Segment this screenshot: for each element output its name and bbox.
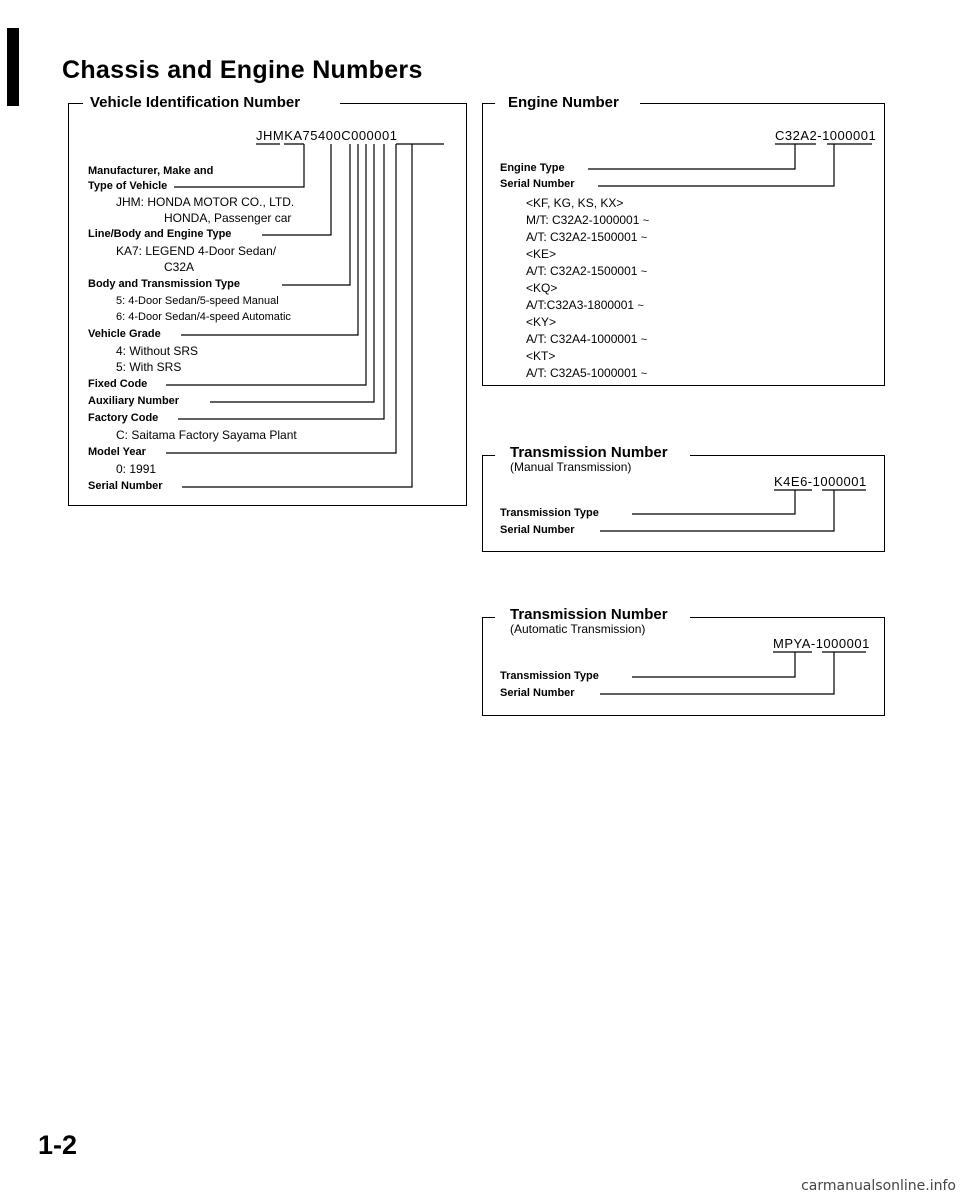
vin-year-label: Model Year: [88, 446, 150, 458]
vin-grade-value: 4: Without SRS: [116, 344, 199, 358]
vin-year-value: 0: 1991: [116, 462, 157, 476]
vin-manufacturer-value: JHM: HONDA MOTOR CO., LTD.: [116, 195, 295, 209]
trans-manual-title: Transmission Number: [510, 444, 668, 461]
vin-manufacturer-label: Manufacturer, Make and: [88, 165, 217, 177]
engine-line: <KQ>: [526, 281, 558, 295]
vin-body-value: 5: 4-Door Sedan/5-speed Manual: [116, 295, 279, 307]
trans-auto-type-label: Transmission Type: [500, 670, 603, 682]
vin-factory-value: C: Saitama Factory Sayama Plant: [116, 428, 297, 442]
engine-line: <KF, KG, KS, KX>: [526, 196, 624, 210]
engine-line: <KE>: [526, 247, 557, 261]
vin-body-value-2: 6: 4-Door Sedan/4-speed Automatic: [116, 311, 291, 323]
engine-code: C32A2-1000001: [775, 128, 877, 143]
engine-line: A/T:C32A3-1800001 ~: [526, 298, 644, 312]
engine-line: A/T: C32A5-1000001 ~: [526, 366, 648, 380]
trans-manual-code: K4E6-1000001: [774, 474, 867, 489]
vin-line-value: KA7: LEGEND 4-Door Sedan/: [116, 244, 277, 258]
vin-factory-label: Factory Code: [88, 412, 162, 424]
vin-grade-value-2: 5: With SRS: [116, 360, 182, 374]
trans-auto-serial-label: Serial Number: [500, 687, 579, 699]
trans-manual-type-label: Transmission Type: [500, 507, 603, 519]
trans-manual-serial-label: Serial Number: [500, 524, 579, 536]
vin-body-label: Body and Transmission Type: [88, 278, 244, 290]
engine-line: <KY>: [526, 315, 557, 329]
trans-auto-code: MPYA-1000001: [773, 636, 870, 651]
engine-line: A/T: C32A2-1500001 ~: [526, 230, 648, 244]
engine-serial-label: Serial Number: [500, 178, 579, 190]
page-title: Chassis and Engine Numbers: [62, 56, 423, 84]
vin-aux-label: Auxiliary Number: [88, 395, 183, 407]
vin-line-value-2: C32A: [164, 260, 195, 274]
vin-grade-label: Vehicle Grade: [88, 328, 165, 340]
vin-serial-label: Serial Number: [88, 480, 167, 492]
vin-title: Vehicle Identification Number: [90, 94, 301, 111]
engine-line: <KT>: [526, 349, 556, 363]
engine-line: M/T: C32A2-1000001 ~: [526, 213, 650, 227]
engine-type-label: Engine Type: [500, 162, 569, 174]
trans-auto-subtitle: (Automatic Transmission): [510, 622, 646, 636]
engine-line: A/T: C32A4-1000001 ~: [526, 332, 648, 346]
footer-watermark: carmanualsonline.info: [801, 1178, 956, 1194]
vin-manufacturer-label-2: Type of Vehicle: [88, 180, 171, 192]
trans-auto-title: Transmission Number: [510, 606, 668, 623]
vin-line-label: Line/Body and Engine Type: [88, 228, 235, 240]
engine-line: A/T: C32A2-1500001 ~: [526, 264, 648, 278]
trans-manual-subtitle: (Manual Transmission): [510, 460, 632, 474]
vin-fixed-label: Fixed Code: [88, 378, 151, 390]
engine-title: Engine Number: [508, 94, 619, 111]
vin-manufacturer-value-2: HONDA, Passenger car: [164, 211, 292, 225]
vin-code: JHMKA75400C000001: [256, 128, 398, 143]
page-number: 1-2: [38, 1130, 78, 1160]
